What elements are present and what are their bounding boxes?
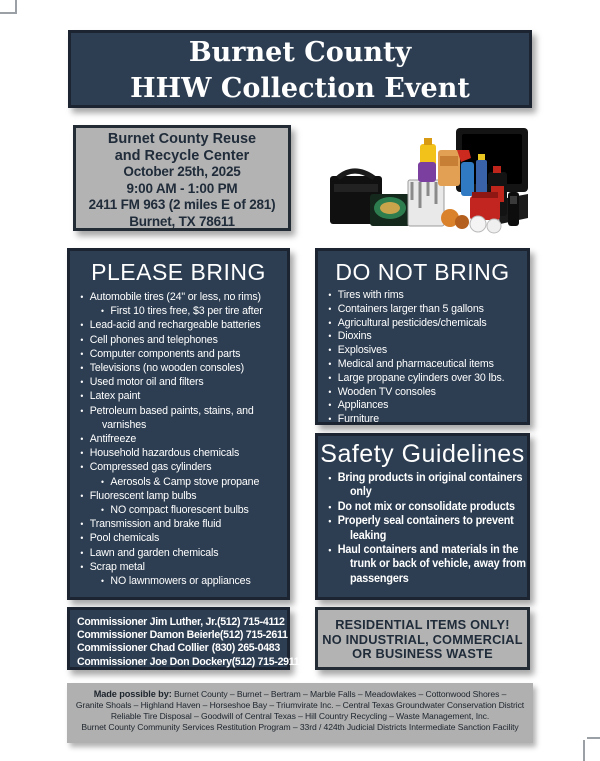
list-item: • Lead-acid and rechargeable batteries bbox=[70, 318, 286, 332]
sponsors-line-1 bbox=[67, 689, 533, 700]
list-item: • Containers larger than 5 gallons bbox=[318, 303, 526, 317]
please-bring-list bbox=[70, 290, 292, 588]
commissioner-phone: (512) 715-2911 bbox=[231, 655, 300, 668]
list-item: • NO lawnmowers or appliances bbox=[70, 574, 286, 588]
sponsors-more-lines bbox=[67, 700, 533, 733]
list-item: • Properly seal containers to prevent leaking bbox=[318, 514, 526, 543]
event-address: 2411 FM 963 (2 miles E of 281) bbox=[88, 197, 276, 212]
list-item: • Televisions (no wooden consoles) bbox=[70, 361, 286, 375]
list-item: • Automobile tires (24" or less, no rims) bbox=[70, 290, 286, 304]
list-item: • Pool chemicals bbox=[70, 531, 286, 545]
commissioner-row bbox=[77, 655, 300, 669]
sponsors-line: Granite Shoals – Highland Haven – Horseshoe Bay – Triumvirate Inc. – Central Texas Groundwater Conservation District bbox=[75, 700, 525, 710]
list-item: • Bring products in original containers only bbox=[318, 471, 526, 500]
commissioner-name: Commissioner Jim Luther, Jr. bbox=[77, 616, 217, 628]
list-item: • Explosives bbox=[318, 344, 526, 358]
list-item: • First 10 tires free, $3 per tire after bbox=[70, 304, 286, 318]
notice-line: NO INDUSTRIAL, COMMERCIAL bbox=[322, 631, 523, 647]
do-not-bring-title: DO NOT BRING bbox=[335, 259, 510, 285]
title-banner bbox=[68, 30, 532, 108]
sponsors-line: Burnet County Community Services Restitution Program – 33rd / 424th Judicial Districts Intermediate Sanction Facility bbox=[81, 722, 519, 732]
safety-guidelines-title: Safety Guidelines bbox=[320, 440, 525, 468]
do-not-bring-list bbox=[318, 289, 532, 427]
list-item: • Agricultural pesticides/chemicals bbox=[318, 317, 526, 331]
list-item: • Haul containers and materials in the trunk or back of vehicle, away from passengers bbox=[318, 543, 526, 586]
commissioner-phone: (512) 715-2611 bbox=[219, 629, 288, 642]
event-city-state-zip: Burnet, TX 78611 bbox=[129, 213, 235, 229]
spray-bottle-icon bbox=[461, 162, 474, 196]
list-item: • Lawn and garden chemicals bbox=[70, 546, 286, 560]
list-item: • Cell phones and telephones bbox=[70, 333, 286, 347]
commissioner-name: Commissioner Damon Beierle bbox=[77, 629, 220, 642]
list-item: • Transmission and brake fluid bbox=[70, 517, 286, 531]
chemical-pouch-icon bbox=[438, 150, 460, 186]
notice-line: RESIDENTIAL ITEMS ONLY! bbox=[335, 617, 510, 632]
do-not-bring-panel bbox=[315, 248, 530, 425]
list-item: • Scrap metal bbox=[70, 560, 286, 574]
commissioner-name: Commissioner Joe Don Dockery bbox=[77, 655, 232, 668]
list-item: • Petroleum based paints, stains, and varnishes bbox=[70, 404, 286, 432]
list-item: • Medical and pharmaceutical items bbox=[318, 358, 526, 372]
commissioner-row bbox=[77, 642, 280, 655]
safety-guidelines-list bbox=[318, 471, 532, 586]
crop-mark-bottom-right-horizontal bbox=[587, 737, 600, 739]
light-bulb-icon bbox=[487, 219, 501, 233]
commissioners-list bbox=[77, 616, 300, 669]
title-line-1: Burnet County bbox=[188, 37, 412, 68]
list-item: • Tires with rims bbox=[318, 289, 526, 303]
list-item: • Compressed gas cylinders bbox=[70, 460, 286, 474]
venue-name-line-2: and Recycle Center bbox=[114, 147, 250, 164]
sponsors-line: Reliable Tire Disposal – Goodwill of Central Texas – Hill Country Recycling – Waste Management, Inc. bbox=[110, 711, 490, 721]
small-can-icon bbox=[455, 215, 469, 229]
list-item: • Furniture bbox=[318, 413, 526, 427]
residential-notice-panel bbox=[315, 607, 530, 670]
commissioner-phone: (830) 265-0483 bbox=[211, 642, 280, 655]
list-item: • Do not mix or consolidate products bbox=[318, 500, 526, 514]
list-item: • Computer components and parts bbox=[70, 347, 286, 361]
commissioners-panel bbox=[67, 607, 300, 670]
list-item: • NO compact fluorescent bulbs bbox=[70, 503, 286, 517]
list-item: • Fluorescent lamp bulbs bbox=[70, 489, 286, 503]
crop-mark-bottom-right-vertical bbox=[583, 740, 585, 761]
list-item: • Latex paint bbox=[70, 389, 286, 403]
please-bring-title: PLEASE BRING bbox=[91, 259, 266, 285]
commissioner-row bbox=[77, 629, 288, 642]
list-item: • Large propane cylinders over 30 lbs. bbox=[318, 372, 526, 386]
aerosol-can-icon bbox=[476, 160, 487, 196]
list-item: • Dioxins bbox=[318, 330, 526, 344]
sponsors-panel bbox=[67, 683, 533, 743]
event-time: 9:00 AM - 1:00 PM bbox=[126, 180, 238, 196]
list-item: • Appliances bbox=[318, 399, 526, 413]
crop-mark-top-left-vertical bbox=[15, 0, 17, 13]
please-bring-panel bbox=[67, 248, 290, 600]
commissioner-name: Commissioner Chad Collier bbox=[77, 642, 209, 655]
title-line-2: HHW Collection Event bbox=[130, 73, 470, 104]
list-item: • Antifreeze bbox=[70, 432, 286, 446]
sponsors-line-1-text: Burnet County – Burnet – Bertram – Marble Falls – Meadowlakes – Cottonwood Shores – bbox=[173, 689, 507, 699]
commissioner-phone: (512) 715-4112 bbox=[216, 616, 285, 628]
residential-notice-lines bbox=[318, 618, 527, 662]
notice-line: OR BUSINESS WASTE bbox=[352, 646, 493, 661]
light-bulb-icon bbox=[470, 216, 486, 232]
commissioner-row bbox=[77, 616, 285, 629]
list-item: • Household hazardous chemicals bbox=[70, 446, 286, 460]
hhw-products-photo bbox=[328, 122, 528, 234]
event-info-panel bbox=[73, 125, 291, 231]
made-possible-label: Made possible by: bbox=[93, 689, 172, 699]
safety-guidelines-panel bbox=[315, 433, 530, 600]
venue-name-line-1: Burnet County Reuse bbox=[107, 131, 257, 147]
cleaner-bottle-icon bbox=[418, 162, 436, 182]
list-item: • Wooden TV consoles bbox=[318, 386, 526, 400]
list-item: • Aerosols & Camp stove propane bbox=[70, 475, 286, 489]
event-date: October 25th, 2025 bbox=[123, 164, 241, 179]
list-item: • Used motor oil and filters bbox=[70, 375, 286, 389]
